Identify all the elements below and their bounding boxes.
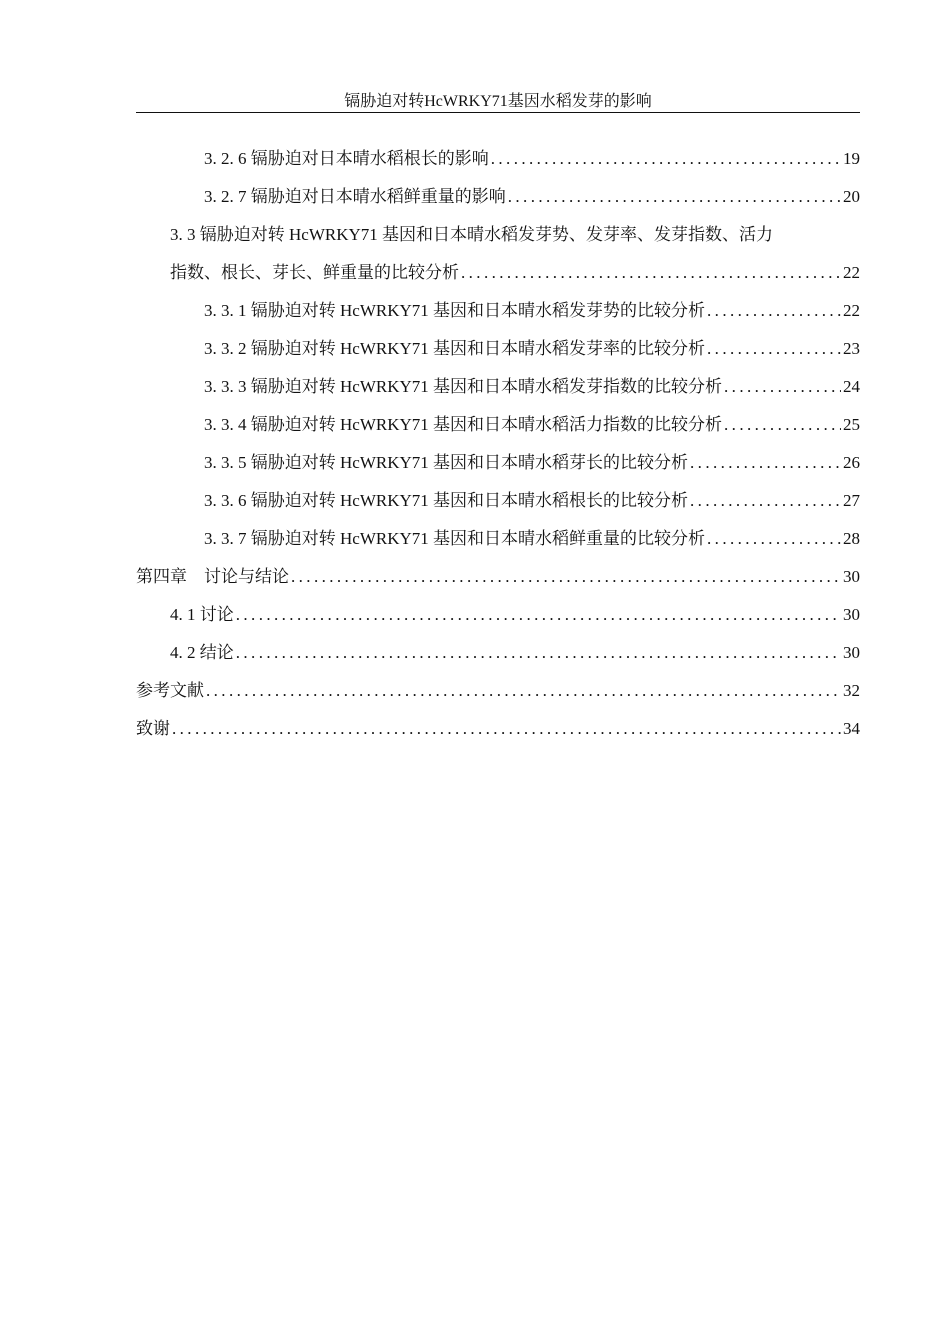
dot-leader	[508, 178, 841, 216]
toc-entry-title: 3. 3. 7 镉胁迫对转 HcWRKY71 基因和日本晴水稻鲜重量的比较分析	[204, 529, 706, 548]
toc-entry[interactable]	[136, 710, 860, 748]
toc-entry[interactable]	[136, 596, 860, 634]
toc-entry-title: 3. 3. 1 镉胁迫对转 HcWRKY71 基因和日本晴水稻发芽势的比较分析	[204, 301, 706, 320]
dot-leader	[491, 140, 841, 178]
toc-entry-title: 3. 2. 6 镉胁迫对日本晴水稻根长的影响	[204, 149, 489, 168]
toc-entry-title: 4. 1 讨论	[170, 605, 234, 624]
toc-entry[interactable]	[136, 558, 860, 596]
toc-entry-title-line1: 3. 3 镉胁迫对转 HcWRKY71 基因和日本晴水稻发芽势、发芽率、发芽指数、活力	[170, 225, 774, 244]
toc-entry[interactable]	[136, 330, 860, 368]
dot-leader	[724, 406, 841, 444]
toc-page-number: 30	[843, 567, 860, 586]
toc-entry-title: 3. 3. 4 镉胁迫对转 HcWRKY71 基因和日本晴水稻活力指数的比较分析	[204, 415, 723, 434]
toc-entry-title: 3. 3. 3 镉胁迫对转 HcWRKY71 基因和日本晴水稻发芽指数的比较分析	[204, 377, 723, 396]
dot-leader	[236, 596, 841, 634]
toc-entry-title: 3. 3. 6 镉胁迫对转 HcWRKY71 基因和日本晴水稻根长的比较分析	[204, 491, 689, 510]
dot-leader	[206, 672, 841, 710]
dot-leader	[461, 254, 841, 292]
toc-page-number: 23	[843, 339, 860, 358]
toc-entry-title: 3. 2. 7 镉胁迫对日本晴水稻鲜重量的影响	[204, 187, 506, 206]
toc-page-number: 20	[843, 187, 860, 206]
toc-page-number: 22	[843, 263, 860, 282]
toc-entry[interactable]	[136, 406, 860, 444]
running-header: 镉胁迫对转HcWRKY71基因水稻发芽的影响	[344, 93, 652, 110]
toc-page-number: 19	[843, 149, 860, 168]
toc-page-number: 32	[843, 681, 860, 700]
dot-leader	[707, 330, 841, 368]
toc-page-number: 24	[843, 377, 860, 396]
toc-entry-wrapped-line[interactable]	[136, 216, 860, 254]
dot-leader	[690, 444, 841, 482]
toc-entry-title: 3. 3. 2 镉胁迫对转 HcWRKY71 基因和日本晴水稻发芽率的比较分析	[204, 339, 706, 358]
toc-entry[interactable]	[136, 140, 860, 178]
dot-leader	[236, 634, 841, 672]
toc-entry[interactable]	[136, 292, 860, 330]
toc-entry[interactable]	[136, 178, 860, 216]
toc-entry-title: 致谢	[136, 719, 170, 738]
toc-page-number: 28	[843, 529, 860, 548]
toc-page-number: 22	[843, 301, 860, 320]
toc-entry-title: 4. 2 结论	[170, 643, 234, 662]
toc-page-number: 34	[843, 719, 860, 738]
toc-page-number: 30	[843, 605, 860, 624]
dot-leader	[724, 368, 841, 406]
toc-entry[interactable]	[136, 254, 860, 292]
toc-entry-title: 参考文献	[136, 681, 204, 700]
toc-entry[interactable]	[136, 520, 860, 558]
toc-entry[interactable]	[136, 444, 860, 482]
toc-entry[interactable]	[136, 482, 860, 520]
toc-entry-title-line2: 指数、根长、芽长、鲜重量的比较分析	[170, 263, 459, 282]
header-rule	[136, 112, 860, 113]
toc-entry-title: 第四章 讨论与结论	[136, 567, 289, 586]
toc-page-number: 26	[843, 453, 860, 472]
dot-leader	[291, 558, 841, 596]
toc-entry[interactable]	[136, 368, 860, 406]
dot-leader	[690, 482, 841, 520]
toc-entry[interactable]	[136, 672, 860, 710]
dot-leader	[172, 710, 841, 748]
toc-page-number: 25	[843, 415, 860, 434]
toc-entry-title: 3. 3. 5 镉胁迫对转 HcWRKY71 基因和日本晴水稻芽长的比较分析	[204, 453, 689, 472]
table-of-contents	[136, 140, 860, 748]
dot-leader	[707, 292, 841, 330]
toc-page-number: 27	[843, 491, 860, 510]
toc-page-number: 30	[843, 643, 860, 662]
dot-leader	[707, 520, 841, 558]
toc-entry[interactable]	[136, 634, 860, 672]
